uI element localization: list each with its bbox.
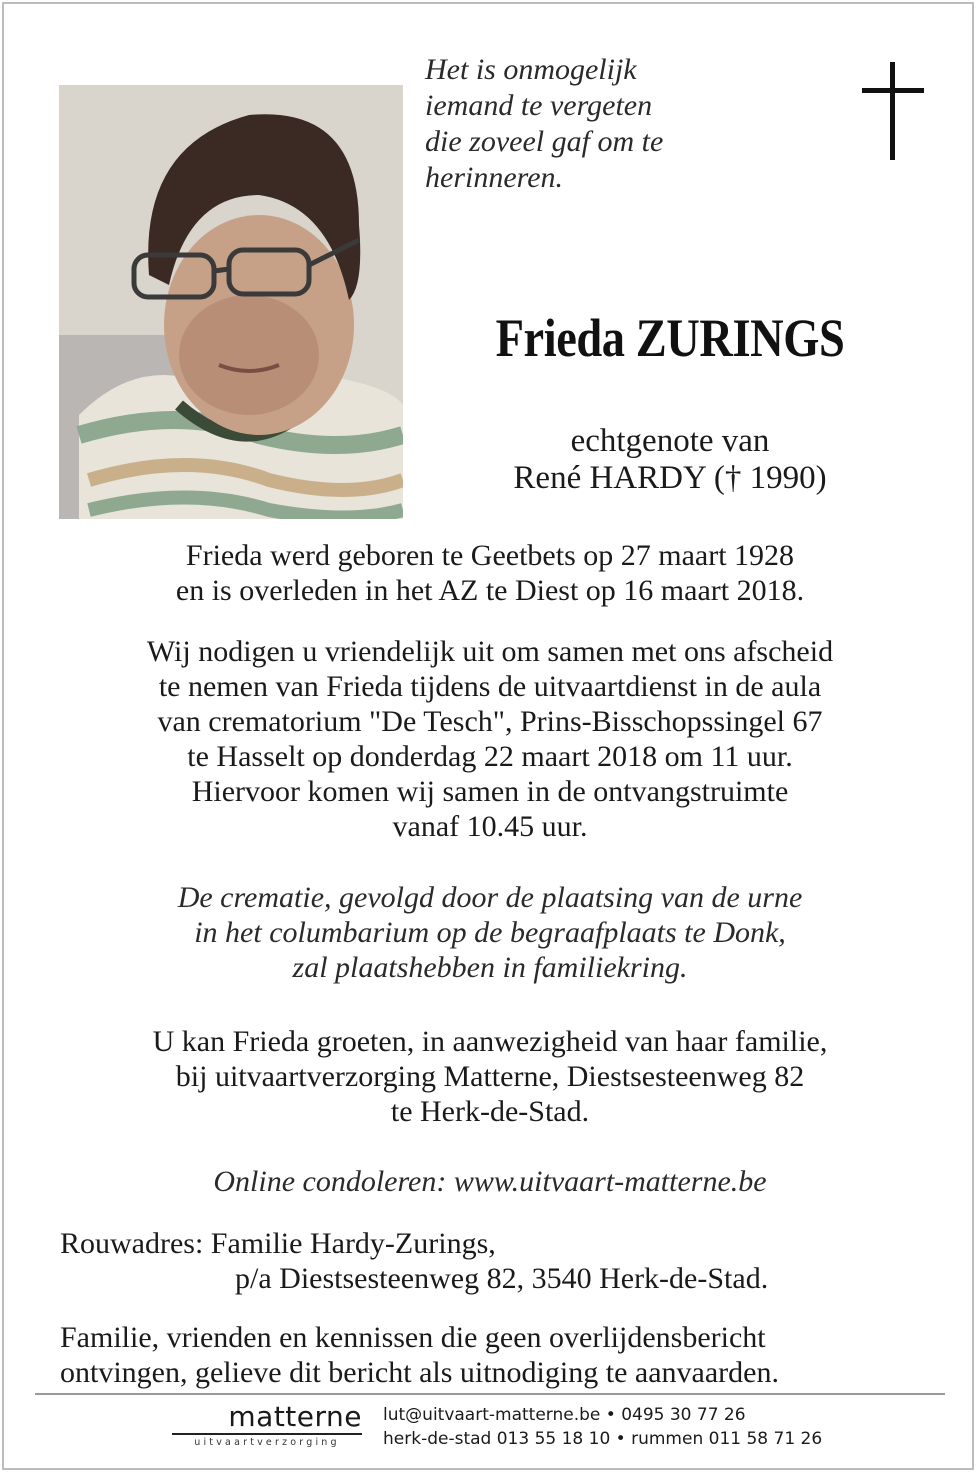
mourning-address xyxy=(60,1226,940,1296)
cross-icon xyxy=(862,62,924,160)
closing-text xyxy=(60,1320,940,1390)
matterne-logo xyxy=(172,1400,362,1452)
text-line: en is overleden in het AZ te Diest op 16 maart 2018. xyxy=(175,574,805,607)
memorial-quote xyxy=(425,52,825,196)
text-line: vanaf 10.45 uur. xyxy=(392,810,588,843)
portrait-photo xyxy=(59,85,403,519)
contact-info xyxy=(383,1403,863,1451)
text-line: Familie, vrienden en kennissen die geen overlijdensbericht xyxy=(60,1321,766,1354)
quote-line: herinneren. xyxy=(425,161,564,194)
text-line: zal plaatshebben in familiekring. xyxy=(292,951,688,984)
text-line: Frieda werd geboren te Geetbets op 27 maart 1928 xyxy=(185,539,795,572)
logo-subtitle: uitvaartverzorging xyxy=(194,1437,340,1448)
ceremony-text xyxy=(40,634,940,844)
cremation-text xyxy=(40,880,940,985)
text-line: De crematie, gevolgd door de plaatsing van de urne xyxy=(177,881,803,914)
quote-line: Het is onmogelijk xyxy=(425,53,637,86)
quote-line: die zoveel gaf om te xyxy=(425,125,664,158)
text-line: te Hasselt op donderdag 22 maart 2018 om 11 uur. xyxy=(187,740,793,773)
text-line: Wij nodigen u vriendelijk uit om samen met ons afscheid xyxy=(146,635,834,668)
online-condolence: Online condoleren: www.uitvaart-matterne.be xyxy=(213,1165,767,1198)
divider xyxy=(35,1393,945,1395)
contact-line: herk-de-stad 013 55 18 10 • rummen 011 58 71 26 xyxy=(383,1429,823,1449)
logo-underline xyxy=(172,1433,362,1435)
spouse-line: René HARDY († 1990) xyxy=(513,460,827,496)
spouse-info xyxy=(420,423,920,497)
deceased-name: Frieda ZURINGS xyxy=(495,308,845,368)
text-line: in het columbarium op de begraafplaats te Donk, xyxy=(194,916,786,949)
contact-line: lut@uitvaart-matterne.be • 0495 30 77 26 xyxy=(383,1405,746,1425)
birth-death-text xyxy=(40,538,940,608)
text-line: bij uitvaartverzorging Matterne, Diestsesteenweg 82 xyxy=(175,1060,805,1093)
text-line: U kan Frieda groeten, in aanwezigheid van haar familie, xyxy=(152,1025,828,1058)
text-line: van crematorium "De Tesch", Prins-Bisschopssingel 67 xyxy=(157,705,823,738)
text-line: Rouwadres: Familie Hardy-Zurings, xyxy=(60,1227,496,1260)
visit-text xyxy=(40,1024,940,1129)
text-line: p/a Diestsesteenweg 82, 3540 Herk-de-Stad. xyxy=(235,1262,769,1295)
text-line: ontvingen, gelieve dit bericht als uitnodiging te aanvaarden. xyxy=(60,1356,779,1389)
text-line: te Herk-de-Stad. xyxy=(390,1095,590,1128)
quote-line: iemand te vergeten xyxy=(425,89,653,122)
text-line: Hiervoor komen wij samen in de ontvangstruimte xyxy=(191,775,789,808)
spouse-line: echtgenote van xyxy=(570,423,770,459)
text-line: te nemen van Frieda tijdens de uitvaartdienst in de aula xyxy=(158,670,822,703)
logo-word: matterne xyxy=(228,1400,362,1433)
